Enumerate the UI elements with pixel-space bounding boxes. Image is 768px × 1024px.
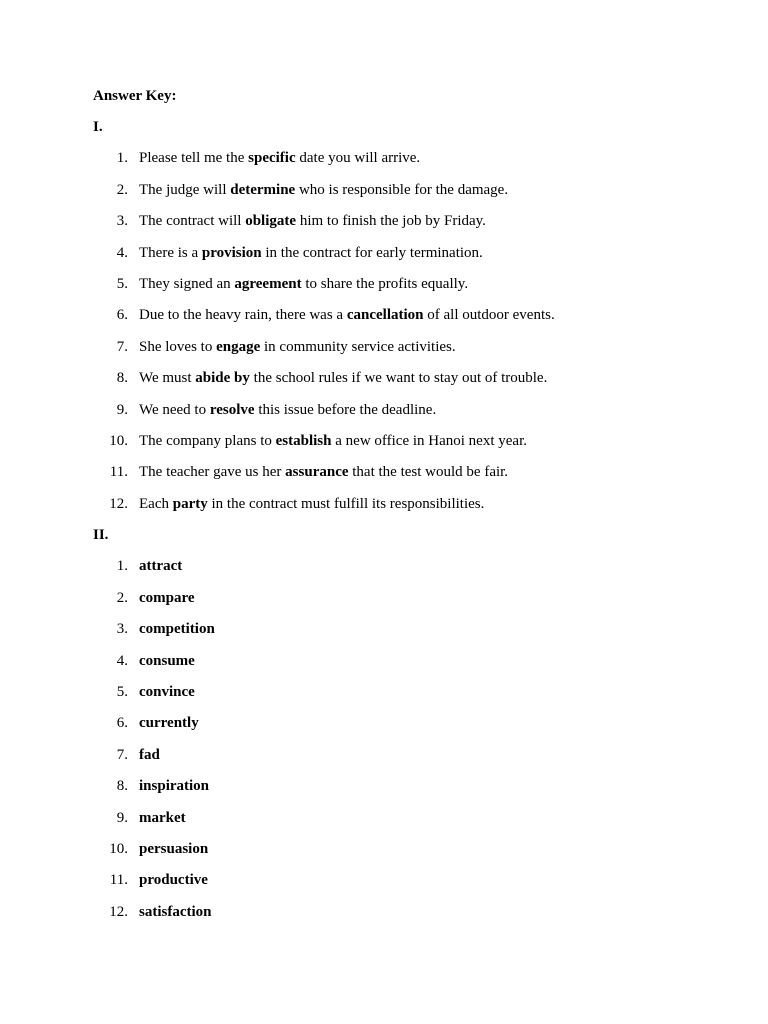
list-item bbox=[93, 619, 728, 650]
sentence-start: The teacher gave us her bbox=[139, 464, 286, 481]
item-number: 4. bbox=[116, 652, 128, 669]
answer-word: convince bbox=[139, 684, 195, 701]
list-item bbox=[93, 274, 728, 305]
list-item bbox=[93, 211, 728, 242]
item-number: 8. bbox=[116, 778, 128, 795]
document bbox=[93, 86, 728, 933]
list-item bbox=[93, 180, 728, 211]
item-number: 10. bbox=[109, 432, 128, 449]
answer-word: provision bbox=[201, 244, 262, 261]
item-number: 2. bbox=[116, 589, 128, 606]
item-number: 6. bbox=[116, 307, 128, 324]
item-number: 7. bbox=[116, 338, 128, 355]
answer-word: engage bbox=[216, 338, 261, 355]
item-number: 12. bbox=[109, 495, 128, 512]
section-heading-1: I. bbox=[93, 119, 103, 135]
list-item bbox=[93, 902, 728, 933]
item-number: 8. bbox=[116, 370, 128, 387]
sentence-end: of all outdoor events. bbox=[423, 307, 555, 324]
answer-word: satisfaction bbox=[139, 903, 212, 920]
sentence-start: Each bbox=[139, 495, 173, 512]
item-number: 3. bbox=[116, 621, 128, 638]
list-item bbox=[93, 243, 728, 274]
sentence-start: The judge will bbox=[139, 181, 231, 198]
sentence-end: this issue before the deadline. bbox=[254, 401, 437, 418]
answer-word: specific bbox=[248, 150, 296, 167]
item-number: 9. bbox=[116, 401, 128, 418]
sentence-start: Due to the heavy rain, there was a bbox=[139, 307, 347, 324]
answer-word: assurance bbox=[285, 464, 349, 481]
section-2-list bbox=[93, 556, 728, 933]
list-item bbox=[93, 713, 728, 744]
sentence-end: in the contract must fulfill its responsibilities. bbox=[207, 495, 485, 512]
sentence-end: to share the profits equally. bbox=[301, 275, 469, 292]
list-item bbox=[93, 462, 728, 493]
list-item bbox=[93, 839, 728, 870]
answer-word: attract bbox=[139, 558, 183, 575]
list-item bbox=[93, 305, 728, 336]
answer-word: competition bbox=[139, 621, 215, 638]
sentence-start: Please tell me the bbox=[139, 150, 249, 167]
sentence-start: There is a bbox=[139, 244, 202, 261]
answer-word: market bbox=[139, 809, 186, 826]
item-number: 5. bbox=[116, 275, 128, 292]
sentence-start: We must bbox=[139, 370, 196, 387]
sentence-end: a new office in Hanoi next year. bbox=[331, 432, 527, 449]
list-item bbox=[93, 870, 728, 901]
answer-word: compare bbox=[139, 589, 195, 606]
list-item bbox=[93, 745, 728, 776]
list-item bbox=[93, 651, 728, 682]
page-title: Answer Key: bbox=[93, 88, 177, 104]
answer-word: establish bbox=[275, 432, 332, 449]
sentence-start: She loves to bbox=[139, 338, 217, 355]
section-1-list bbox=[93, 148, 728, 525]
sentence-end: him to finish the job by Friday. bbox=[296, 213, 486, 230]
sentence-end: that the test would be fair. bbox=[348, 464, 509, 481]
list-item bbox=[93, 494, 728, 525]
answer-word: obligate bbox=[245, 213, 297, 230]
item-number: 10. bbox=[109, 840, 128, 857]
list-item bbox=[93, 776, 728, 807]
item-number: 7. bbox=[116, 746, 128, 763]
answer-word: inspiration bbox=[139, 778, 210, 795]
item-number: 2. bbox=[116, 181, 128, 198]
item-number: 11. bbox=[109, 872, 128, 889]
list-item bbox=[93, 808, 728, 839]
answer-word: agreement bbox=[234, 275, 302, 292]
list-item bbox=[93, 400, 728, 431]
item-number: 9. bbox=[116, 809, 128, 826]
answer-word: cancellation bbox=[346, 307, 424, 324]
sentence-end: in community service activities. bbox=[260, 338, 456, 355]
list-item bbox=[93, 148, 728, 179]
item-number: 1. bbox=[116, 558, 128, 575]
list-item bbox=[93, 337, 728, 368]
list-item bbox=[93, 556, 728, 587]
list-item bbox=[93, 682, 728, 713]
sentence-end: date you will arrive. bbox=[295, 150, 421, 167]
answer-word: currently bbox=[139, 715, 199, 732]
section-heading-2: II. bbox=[93, 527, 109, 544]
answer-word: fad bbox=[139, 746, 160, 763]
list-item bbox=[93, 431, 728, 462]
answer-word: productive bbox=[139, 872, 208, 889]
item-number: 4. bbox=[116, 244, 128, 261]
sentence-end: in the contract for early termination. bbox=[261, 244, 483, 261]
item-number: 6. bbox=[116, 715, 128, 732]
sentence-start: They signed an bbox=[139, 275, 235, 292]
list-item bbox=[93, 588, 728, 619]
item-number: 5. bbox=[116, 684, 128, 701]
sentence-start: We need to bbox=[139, 401, 210, 418]
answer-word: resolve bbox=[209, 401, 255, 418]
answer-word: abide by bbox=[195, 370, 250, 387]
sentence-end: the school rules if we want to stay out of trouble. bbox=[249, 370, 548, 387]
sentence-end: who is responsible for the damage. bbox=[295, 181, 509, 198]
answer-word: consume bbox=[139, 652, 195, 669]
answer-word: persuasion bbox=[139, 840, 209, 857]
sentence-start: The company plans to bbox=[139, 432, 276, 449]
list-item bbox=[93, 368, 728, 399]
item-number: 12. bbox=[109, 903, 128, 920]
item-number: 1. bbox=[116, 150, 128, 167]
answer-word: determine bbox=[230, 181, 296, 198]
sentence-start: The contract will bbox=[139, 213, 246, 230]
answer-word: party bbox=[172, 495, 208, 512]
item-number: 3. bbox=[116, 213, 128, 230]
item-number: 11. bbox=[109, 464, 128, 481]
